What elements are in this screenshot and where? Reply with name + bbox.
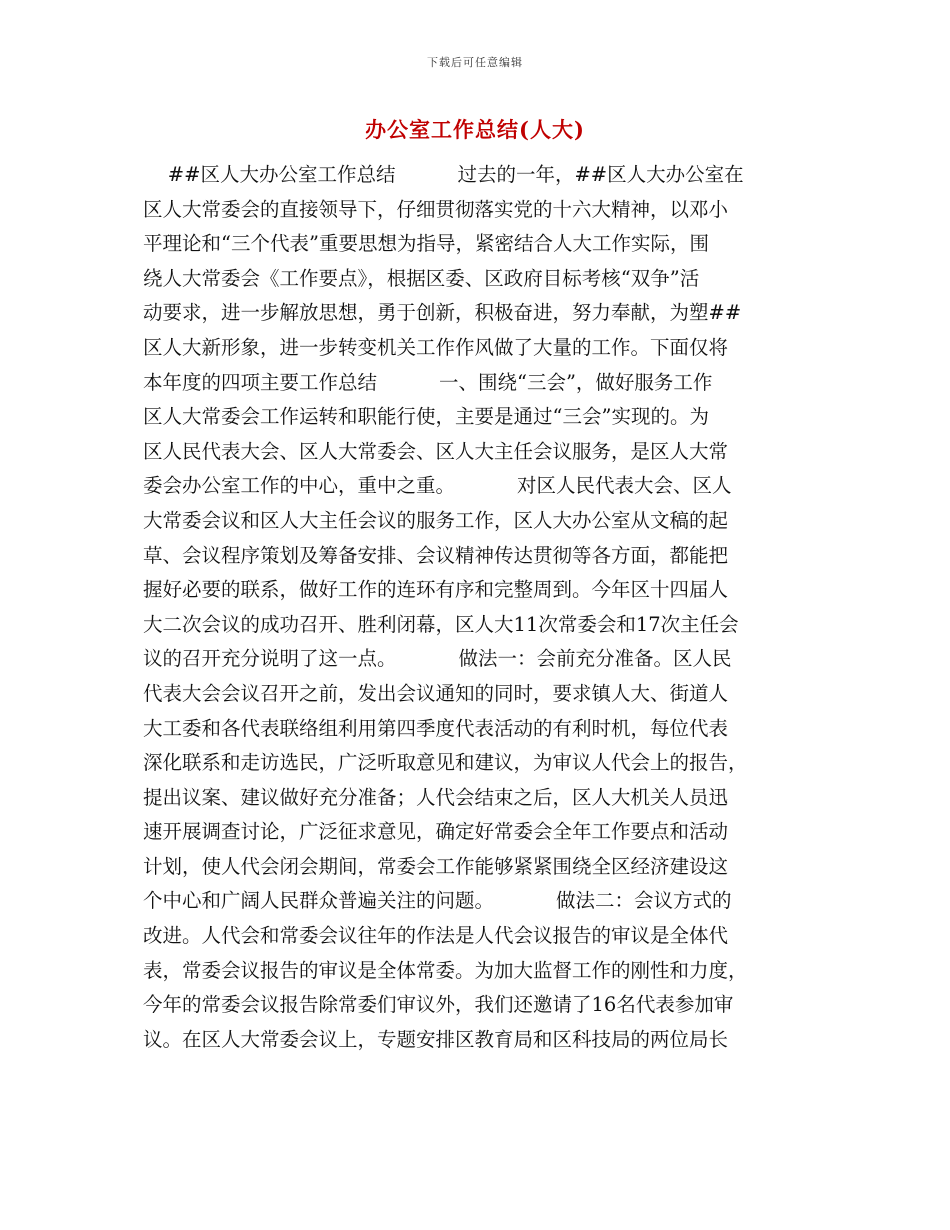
- body-line: 平理论和“三个代表”重要思想为指导，紧密结合人大工作实际，围: [143, 232, 709, 256]
- body-line: 区人民代表大会、区人大常委会、区人大主任会议服务，是区人大常: [143, 439, 729, 463]
- body-line: 议的召开充分说明了这一点。 做法一：会前充分准备。区人民: [143, 647, 732, 671]
- body-line: 区人大常委会的直接领导下，仔细贯彻落实党的十六大精神，以邓小: [143, 197, 729, 221]
- body-line: 大常委会议和区人大主任会议的服务工作，区人大办公室从文稿的起: [143, 508, 729, 532]
- body-line: 深化联系和走访选民，广泛听取意见和建议，为审议人代会上的报告，: [143, 751, 748, 775]
- body-line: ##区人大办公室工作总结 过去的一年，##区人大办公室在: [143, 163, 744, 186]
- body-line: 表，常委会议报告的审议是全体常委。为加大监督工作的刚性和力度，: [143, 958, 748, 982]
- body-line: 议。在区人大常委会议上，专题安排区教育局和区科技局的两位局长: [143, 1027, 729, 1051]
- document-title: 办公室工作总结(人大): [365, 117, 585, 142]
- body-line: 速开展调查讨论，广泛征求意见，确定好常委会全年工作要点和活动: [143, 820, 729, 844]
- body-line: 动要求，进一步解放思想，勇于创新，积极奋进，努力奉献，为塑##: [143, 301, 742, 325]
- body-line: 区人大新形象，进一步转变机关工作作风做了大量的工作。下面仅将: [143, 335, 729, 359]
- body-line: 委会办公室工作的中心，重中之重。 对区人民代表大会、区人: [143, 474, 732, 498]
- body-line: 计划，使人代会闭会期间，常委会工作能够紧紧围绕全区经济建设这: [143, 854, 729, 878]
- body-line: 握好必要的联系，做好工作的连环有序和完整周到。今年区十四届人: [143, 578, 729, 602]
- body-line: 代表大会会议召开之前，发出会议通知的同时，要求镇人大、街道人: [143, 681, 729, 705]
- body-line: 提出议案、建议做好充分准备；人代会结束之后，区人大机关人员迅: [143, 785, 729, 809]
- body-line: 草、会议程序策划及筹备安排、会议精神传达贯彻等各方面，都能把: [143, 543, 729, 567]
- body-line: 区人大常委会工作运转和职能行使，主要是通过“三会”实现的。为: [143, 405, 709, 429]
- body-line: 大二次会议的成功召开、胜利闭幕，区人大11次常委会和17次主任会: [143, 612, 739, 636]
- header-note: 下载后可任意编辑: [427, 56, 523, 69]
- body-line: 今年的常委会议报告除常委们审议外，我们还邀请了16名代表参加审: [143, 993, 734, 1017]
- body-line: 大工委和各代表联络组利用第四季度代表活动的有利时机，每位代表: [143, 716, 729, 740]
- body-text: [143, 158, 813, 1057]
- body-line: 改进。人代会和常委会议往年的作法是人代会议报告的审议是全体代: [143, 924, 729, 948]
- body-line: 本年度的四项主要工作总结 一、围绕“三会”，做好服务工作: [143, 370, 713, 394]
- body-line: 绕人大常委会《工作要点》，根据区委、区政府目标考核“双争”活: [143, 266, 700, 290]
- body-line: 个中心和广阔人民群众普遍关注的问题。 做法二：会议方式的: [143, 889, 732, 913]
